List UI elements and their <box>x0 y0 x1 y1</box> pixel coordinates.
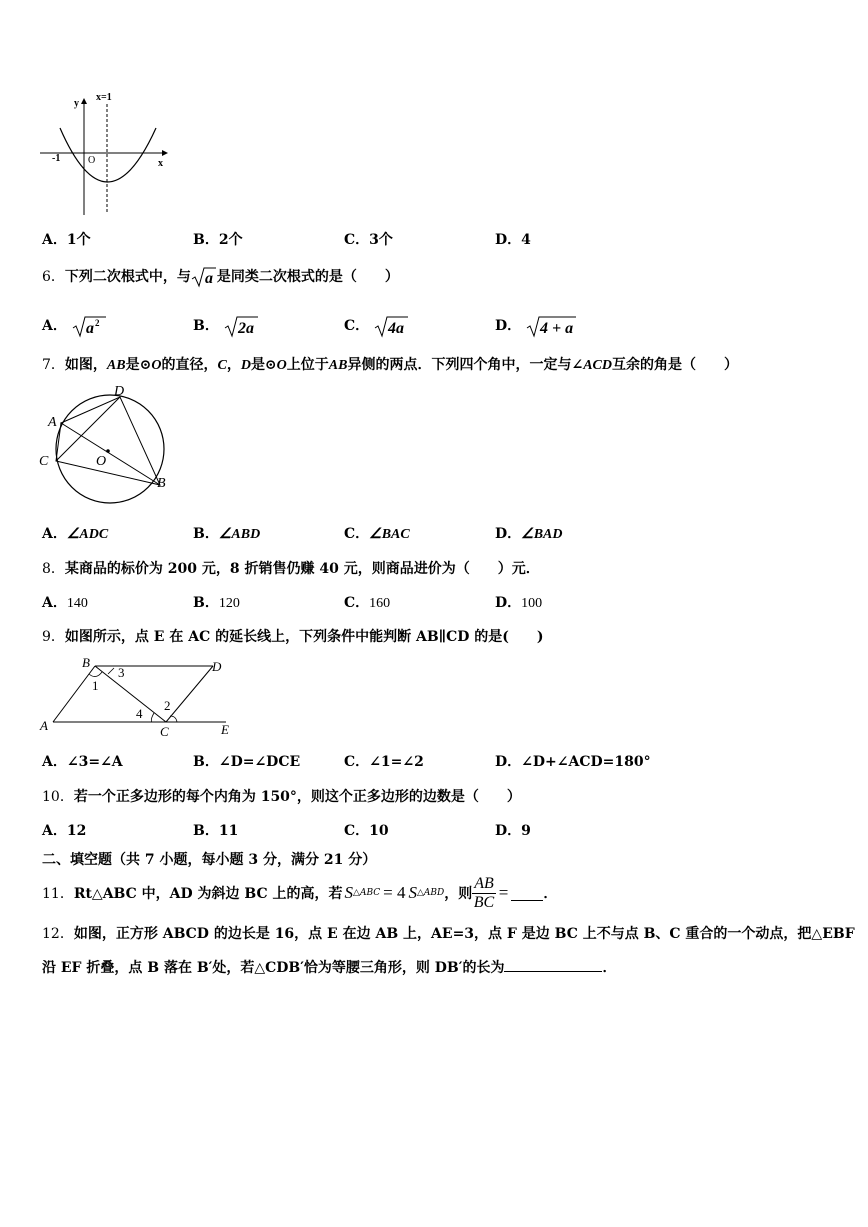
q6-option-c[interactable] <box>344 314 410 338</box>
option-letter: C． <box>344 526 370 542</box>
q10-option-a[interactable] <box>42 820 86 840</box>
equals-four: = 4 <box>383 883 406 902</box>
q5-option-b[interactable] <box>193 229 243 249</box>
radicand: 4a <box>388 320 405 337</box>
option-letter: A． <box>42 823 67 839</box>
option-letter: A． <box>42 526 67 542</box>
stem-part: 互余的角是（ ） <box>612 357 739 373</box>
option-letter: D． <box>495 318 522 334</box>
q9-option-d[interactable] <box>495 751 651 771</box>
stem-part: C <box>217 358 227 373</box>
answer-blank[interactable] <box>504 957 602 972</box>
option-text: 120 <box>218 596 240 611</box>
option-text: 4 <box>521 232 531 248</box>
stem-part: 是⊙ <box>125 357 152 373</box>
q10-option-b[interactable] <box>193 820 238 840</box>
question-number: 6． <box>42 269 65 285</box>
option-text: 1个 <box>66 232 91 248</box>
option-letter: D． <box>495 526 522 542</box>
fraction-numerator: AB <box>474 874 494 892</box>
graph-origin: O <box>88 155 96 166</box>
fig9-label-c: C <box>160 724 169 739</box>
radicand: a <box>204 270 213 287</box>
option-letter: A． <box>42 232 67 248</box>
option-text: 9 <box>521 823 531 839</box>
stem-part: O <box>276 358 287 373</box>
fig9-label-b: B <box>82 655 90 670</box>
question-9 <box>42 626 543 646</box>
stem-part: ， <box>226 357 241 373</box>
question-stem: Rt△ABC 中，AD 为斜边 BC 上的高，若 <box>73 886 343 902</box>
option-letter: C． <box>344 823 370 839</box>
graph-neg-one: -1 <box>52 153 61 164</box>
stem-part: 如图， <box>64 357 107 373</box>
fig9-label-e: E <box>221 722 229 737</box>
q7-option-a[interactable] <box>42 523 108 543</box>
option-text: ∠ABD <box>218 527 261 542</box>
option-letter: B． <box>193 232 219 248</box>
question-10 <box>42 786 521 806</box>
fig9-label-d: D <box>212 659 222 674</box>
option-text: 100 <box>521 596 543 611</box>
q6-option-d[interactable] <box>495 314 578 338</box>
question-stem: 如图，正方形 ABCD 的边长是 16，点 E 在边 AB 上，AE=3，点 F 是边 BC 上不与点 B、C 重合的一个动点，把△EBF <box>73 926 855 942</box>
option-letter: B． <box>193 318 219 334</box>
area-subscript: △ABC <box>353 888 381 898</box>
option-text: 2个 <box>218 232 243 248</box>
circle-figure <box>36 380 176 510</box>
stem-part: 的直径， <box>161 357 218 373</box>
fig9-angle-2: 2 <box>164 698 171 713</box>
q5-option-d[interactable] <box>495 229 531 249</box>
stem-part: 异侧的两点．下列四个角中，一定与∠ <box>347 357 584 373</box>
option-text: 10 <box>369 823 389 839</box>
parabola-graph <box>38 88 178 218</box>
area-subscript: △ABD <box>416 888 445 898</box>
option-letter: B． <box>193 595 219 611</box>
option-letter: C． <box>344 595 370 611</box>
q9-option-c[interactable] <box>344 751 424 771</box>
parallelogram-figure <box>36 654 242 740</box>
question-stem: 若一个正多边形的每个内角为 150°，则这个正多边形的边数是（ ） <box>73 789 521 805</box>
option-letter: A． <box>42 754 67 770</box>
question-number: 10． <box>42 789 74 805</box>
fig9-label-a: A <box>40 718 48 733</box>
question-11 <box>42 872 557 914</box>
fraction-denominator: BC <box>473 893 495 911</box>
option-text: ∠D=∠DCE <box>218 754 301 770</box>
graph-y-label: y <box>74 98 79 109</box>
graph-line-label: x=1 <box>96 92 112 103</box>
question-7 <box>42 354 738 374</box>
question-stem: 如图所示，点 E 在 AC 的延长线上，下列条件中能判断 AB∥CD 的是( ) <box>64 629 544 645</box>
fraction <box>472 875 496 912</box>
q6-option-a[interactable] <box>42 314 108 338</box>
stem-part: AB <box>328 358 348 373</box>
q10-option-d[interactable] <box>495 820 531 840</box>
option-text: 140 <box>66 596 88 611</box>
option-text: ∠BAC <box>369 527 410 542</box>
stem-part: AB <box>106 358 126 373</box>
fig-label-b: B <box>157 476 166 491</box>
question-12-line2 <box>42 957 616 977</box>
q6-option-b[interactable] <box>193 314 260 338</box>
question-stem: 某商品的标价为 200 元，8 折销售仍赚 40 元，则商品进价为（ ）元． <box>64 561 540 577</box>
question-stem: 沿 EF 折叠，点 B 落在 B′处，若△CDB′恰为等腰三角形，则 DB′的长为 <box>42 960 505 976</box>
equals-sign: = <box>498 883 509 902</box>
option-text: ∠1=∠2 <box>369 754 424 770</box>
question-number: 12． <box>42 926 74 942</box>
stem-end: ． <box>543 886 558 902</box>
option-letter: A． <box>42 318 67 334</box>
fig-label-d: D <box>114 384 125 399</box>
option-letter: C． <box>344 754 370 770</box>
option-letter: A． <box>42 595 67 611</box>
fig-label-a: A <box>48 415 57 430</box>
option-letter: C． <box>344 232 370 248</box>
radical <box>374 314 410 338</box>
stem-part: D <box>240 358 251 373</box>
question-stem-tail: 是同类二次根式的是（ ） <box>216 269 399 285</box>
fig9-angle-3: 3 <box>118 665 125 680</box>
option-text: ∠D+∠ACD=180° <box>521 754 651 770</box>
q7-option-d[interactable] <box>495 523 562 543</box>
radical <box>72 314 108 338</box>
area-s: S <box>344 883 354 902</box>
fig9-angle-4: 4 <box>136 706 143 721</box>
q8-option-a[interactable] <box>42 592 88 612</box>
question-6 <box>42 266 399 288</box>
option-letter: B． <box>193 823 219 839</box>
fig-label-o: O <box>96 454 107 469</box>
option-text: ∠BAD <box>521 527 563 542</box>
stem-part: O <box>151 358 162 373</box>
radical <box>224 314 260 338</box>
q9-option-b[interactable] <box>193 751 300 771</box>
q8-option-b[interactable] <box>193 592 240 612</box>
option-text: 12 <box>66 823 87 839</box>
option-letter: D． <box>495 595 522 611</box>
q5-option-a[interactable] <box>42 229 91 249</box>
option-letter: D． <box>495 754 522 770</box>
option-text: 160 <box>369 596 391 611</box>
fig-label-c: C <box>39 454 49 469</box>
stem-part: ACD <box>583 358 613 373</box>
question-stem: 下列二次根式中，与 <box>64 269 191 285</box>
q9-option-a[interactable] <box>42 751 123 771</box>
option-text: 3个 <box>369 232 393 248</box>
radicand: a <box>85 320 94 337</box>
radicand: 4 + a <box>540 320 574 337</box>
section-heading: 二、填空题（共 7 小题，每小题 3 分，满分 21 分） <box>42 852 377 868</box>
option-text: ∠3=∠A <box>66 754 123 770</box>
q10-option-c[interactable] <box>344 820 389 840</box>
q8-option-c[interactable] <box>344 592 390 612</box>
stem-part: 上位于 <box>286 357 329 373</box>
exponent: 2 <box>94 318 100 328</box>
fig9-angle-1: 1 <box>92 678 99 693</box>
option-letter: B． <box>193 526 219 542</box>
option-letter: C． <box>344 318 370 334</box>
radicand: 2a <box>237 320 254 337</box>
stem-part: 是⊙ <box>250 357 277 373</box>
q7-option-b[interactable] <box>193 523 260 543</box>
question-number: 11． <box>42 886 74 902</box>
stem-end: ． <box>602 960 617 976</box>
option-letter: B． <box>193 754 219 770</box>
option-letter: D． <box>495 823 522 839</box>
q5-option-c[interactable] <box>344 229 393 249</box>
answer-blank[interactable] <box>511 886 543 901</box>
graph-x-label: x <box>158 158 163 169</box>
question-12-line1 <box>42 923 855 943</box>
question-8 <box>42 558 540 578</box>
question-number: 8． <box>42 561 65 577</box>
question-number: 7． <box>42 357 65 373</box>
stem-mid: ，则 <box>444 886 473 902</box>
radical <box>191 266 217 288</box>
radical <box>526 314 578 338</box>
question-number: 9． <box>42 629 65 645</box>
option-text: 11 <box>218 823 239 839</box>
q8-option-d[interactable] <box>495 592 542 612</box>
option-text: ∠ADC <box>66 527 109 542</box>
area-s: S <box>408 883 417 902</box>
q7-option-c[interactable] <box>344 523 410 543</box>
option-letter: D． <box>495 232 522 248</box>
